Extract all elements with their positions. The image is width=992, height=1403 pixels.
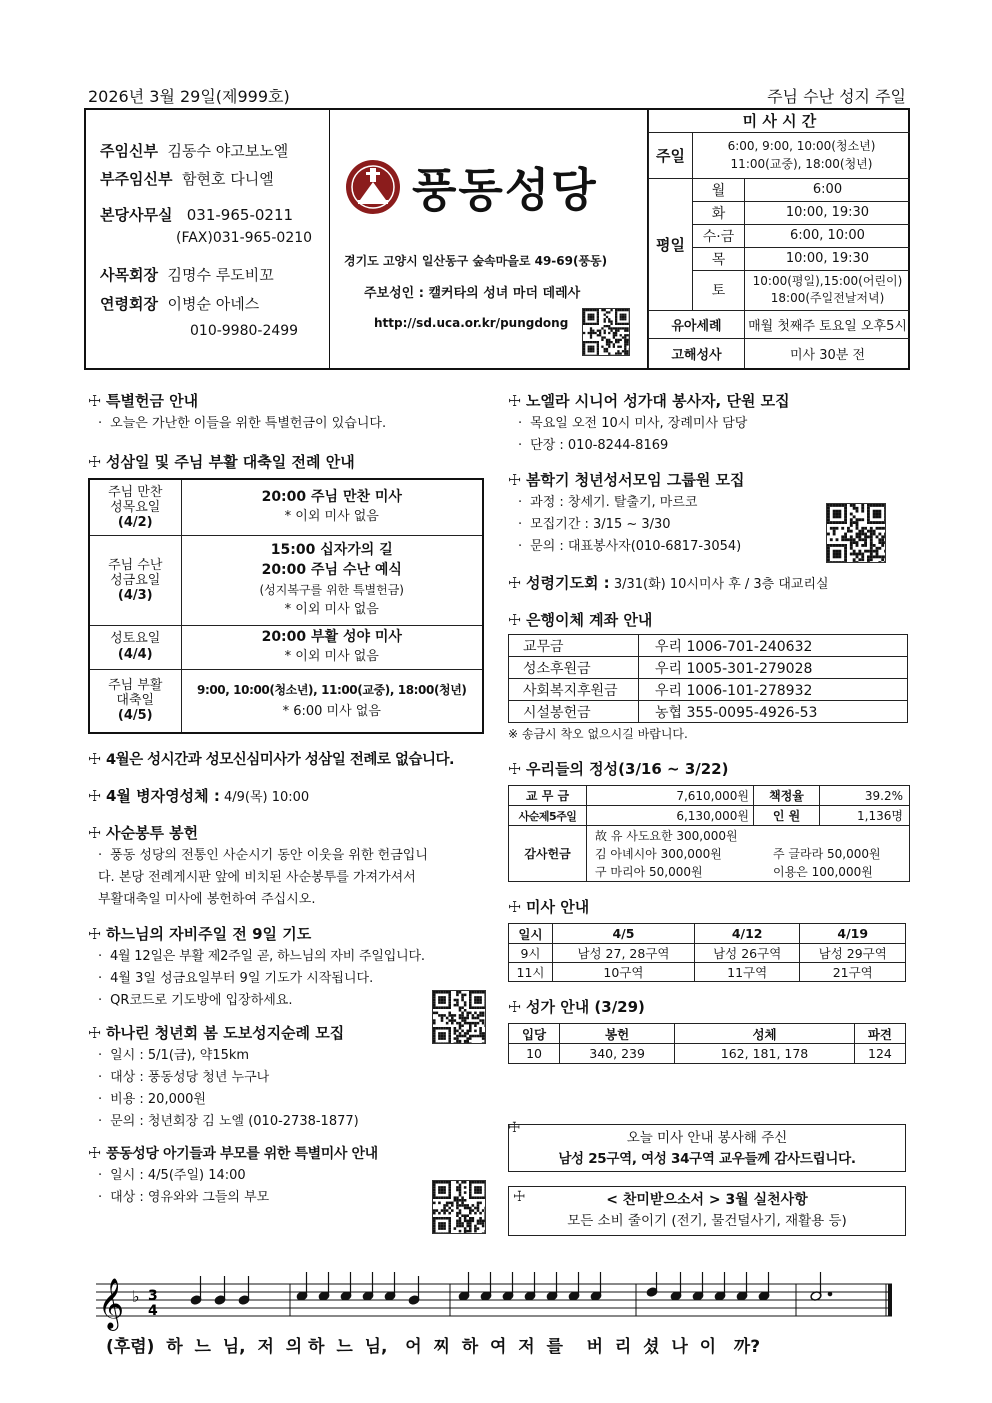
baptism-label: 유아세례 [649,310,745,338]
saturday-day: 토 [693,270,745,310]
thanks-box-line: 오늘 미사 안내 봉사해 주신 [626,1130,788,1146]
cross-icon: ☩ [508,760,522,778]
bank-name: 교무금 [509,635,639,657]
triduum-day: 주님 부활 대축일 (4/5) [89,669,181,733]
offering-value: 39.2% [820,786,910,806]
parish-name: 풍동성당 [412,163,598,217]
offering-amount: 7,610,000원 [587,786,754,806]
list-item: · 문의 : 대표봉사자(010-6817-3054) [508,536,910,558]
list-item: · 대상 : 풍동성당 청년 누구나 [88,1067,488,1089]
elder-role: 연령회장 [100,295,158,313]
thanks-box-line: 남성 25구역, 여성 34구역 교우들께 감사드립니다. [558,1151,856,1167]
hymn-cell: 340, 239 [560,1044,675,1064]
thanks-entry: 김 아녜시아 300,000원 [595,846,722,861]
guide-cell: 9시 [509,944,553,963]
cross-icon: ☩ [88,824,102,842]
weekday-day: 월 [693,178,745,201]
mass-times-title: 미 사 시 간 [649,110,911,132]
list-item: · 일시 : 5/1(금), 약15km [88,1045,488,1067]
bank-name: 시설봉헌금 [509,701,639,723]
bank-account: 우리 1006-701-240632 [639,635,908,657]
list-item: · 풍동 성당의 전통인 사순시기 동안 이웃을 위한 헌금입니 [88,845,488,867]
confession-time: 미사 30분 전 [745,338,911,368]
bank-table [508,634,908,723]
bank-name: 사회복지후원금 [509,679,639,701]
list-item: · 4월 3일 성금요일부터 9일 기도가 시작됩니다. [88,968,488,990]
guide-cell: 10구역 [553,963,695,982]
cross-icon: ☩ [88,1024,102,1042]
hymn-cell: 162, 181, 178 [675,1044,855,1064]
bank-note: ※ 송금시 착오 없으시길 바랍니다. [508,727,688,741]
bank-name: 성소후원금 [509,657,639,679]
triduum-mass: 15:00 십자가의 길 20:00 주님 수난 예식 (성지복구를 위한 특별헌금) * 이외 미사 없음 [181,535,483,625]
office-label: 본당사무실 [100,206,173,224]
practice-title: < 찬미받으소서 > 3월 실천사항 [606,1192,808,1208]
list-item: · 과정 : 창세기. 탈출기, 마르코 [508,492,910,514]
issue-date: 2026년 3월 29일(제999호) [88,87,290,106]
thanks-box [508,1124,906,1172]
office-fax: (FAX)031-965-0210 [176,230,313,246]
lyrics: (후렴) 하 느 님, 저 의 하 느 님, 어 찌 하 여 저 를 버 리 셨 나 이 까? [106,1337,761,1357]
hymn-cell: 124 [854,1044,905,1064]
weekday-day: 화 [693,201,745,224]
section-title: ☩ 특별헌금 안내 [88,392,199,410]
section-title: ☩ 미사 안내 [508,898,590,916]
bank-account: 농협 355-0095-4926-53 [639,701,908,723]
triduum-day: 주님 만찬 성목요일 (4/2) [89,479,181,535]
triduum-mass: 20:00 주님 만찬 미사 * 이외 미사 없음 [181,479,483,535]
hymn-head: 파견 [854,1024,905,1044]
weekday-time: 10:00, 19:30 [745,247,911,270]
thanks-entry: 구 마리아 50,000원 [595,864,703,879]
right-column [508,390,910,1064]
triduum-mass: 20:00 부활 성야 미사 * 이외 미사 없음 [181,625,483,669]
offering-table [508,785,910,882]
section-title: ☩ 성가 안내 (3/29) [508,998,645,1016]
guide-cell: 남성 29구역 [800,944,906,963]
section-title: ☩ 사순봉투 봉헌 [88,824,199,842]
triduum-day: 성토요일 (4/4) [89,625,181,669]
cross-icon: ☩ [508,574,522,592]
list-item: · 4월 12일은 부활 제2주일 곧, 하느님의 자비 주일입니다. [88,946,488,968]
parish-patron: 주보성인 : 캘커타의 성녀 마더 데레사 [364,286,581,301]
sunday-times-1: 6:00, 9:00, 10:00(청소년) [727,139,876,153]
list-item: · 오늘은 가난한 이들을 위한 특별헌금이 있습니다. [88,413,488,435]
offering-key: 인 원 [754,806,820,826]
offering-label: 교 무 금 [509,786,587,806]
cross-icon: ☩ [88,453,102,471]
section-title: ☩ 성삼일 및 주님 부활 대축일 전례 안내 [88,453,355,471]
guide-head: 4/5 [553,924,695,944]
list-item: · 모집기간 : 3/15 ~ 3/30 [508,514,910,536]
flat-icon: ♭ [132,1287,140,1306]
sunday-times-2: 11:00(교중), 18:00(청년) [730,157,873,171]
weekday-time: 6:00, 10:00 [745,224,911,247]
thanks-entry: 이용은 100,000원 [773,864,873,879]
cross-icon: ☩ [88,750,101,768]
parish-logo-icon [344,158,402,216]
parish-qr-code[interactable] [582,308,630,356]
list-item: · 문의 : 청년회장 김 노엘 (010-2738-1877) [88,1111,488,1133]
offering-label: 사순제5주일 [509,806,587,826]
triduum-day: 주님 수난 성금요일 (4/3) [89,535,181,625]
list-item-cont: 부활대축일 미사에 봉헌하여 주십시오. [98,892,316,907]
section-title: ☩ 4월 병자영성체 : 4/9(목) 10:00 [88,787,310,805]
novena-qr-code[interactable] [432,990,486,1044]
practice-text: 모든 소비 줄이기 (전기, 물건덜사기, 재활용 등) [567,1213,847,1229]
offering-key: 책정율 [754,786,820,806]
list-item: · 단장 : 010-8244-8169 [508,435,910,457]
offering-amount: 6,130,000원 [587,806,754,826]
pastoral-role: 사목회장 [100,266,158,284]
assistant-name: 함현호 다니엘 [182,170,274,188]
offering-value: 1,136명 [820,806,910,826]
guide-head: 일시 [509,924,553,944]
list-item: · 대상 : 영유와와 그들의 부모 [88,1187,488,1209]
guide-cell: 남성 26구역 [694,944,800,963]
saturday-times-2: 18:00(주일전날저녁) [770,291,885,305]
section-title: ☩ 봄학기 청년성서모임 그룹원 모집 [508,471,745,489]
guide-cell: 21구역 [800,963,906,982]
baby-mass-qr-code[interactable] [432,1180,486,1234]
time-sig-top: 3 [148,1288,158,1304]
baptism-time: 매월 첫째주 토요일 오후5시 [745,310,911,338]
guide-head: 4/12 [694,924,800,944]
cross-icon: ☩ [508,998,522,1016]
sunday-name: 주님 수난 성지 주일 [767,87,906,106]
section-title: ☩ 은행이체 계좌 안내 [508,611,653,629]
cross-icon: ☩ [513,1189,526,1205]
section-title: ☩ 하느님의 자비주일 전 9일 기도 [88,925,312,943]
weekday-time: 6:00 [745,178,911,201]
elder-name: 이병순 아네스 [167,295,260,313]
hymn-head: 입당 [509,1024,560,1044]
weekday-day: 수·금 [693,224,745,247]
pastor-name: 김동수 야고보노엘 [167,142,289,160]
section-title: ☩ 풍동성당 아기들과 부모를 위한 특별미사 안내 [88,1144,378,1162]
hymn-cell: 10 [509,1044,560,1064]
confession-label: 고해성사 [649,338,745,368]
mass-guide-table [508,923,906,982]
parish-url: http://sd.uca.or.kr/pungdong [374,316,569,330]
guide-cell: 11시 [509,963,553,982]
list-item: · 비용 : 20,000원 [88,1089,488,1111]
thanks-line: 故 유 사도요한 300,000원 [595,828,738,843]
section-title: ☩ 4월은 성시간과 성모신심미사가 성삼일 전례로 없습니다. [88,750,454,768]
thanks-label: 감사헌금 [509,826,587,882]
assistant-role: 부주임신부 [100,170,173,188]
parish-panel [330,110,648,368]
music-dot [828,1292,832,1296]
practice-box [508,1186,906,1236]
section-title: ☩ 노엘라 시니어 성가대 봉사자, 단원 모집 [508,392,790,410]
hymn-head: 성체 [675,1024,855,1044]
thanks-entry: 주 글라라 50,000원 [773,846,881,861]
cross-icon: ☩ [508,898,522,916]
time-sig-bottom: 4 [148,1303,158,1319]
bank-account: 우리 1006-101-278932 [639,679,908,701]
parish-address: 경기도 고양시 일산동구 숲속마을로 49-69(풍동) [344,254,608,268]
cross-icon: ☩ [88,392,102,410]
cross-icon: ☩ [508,611,522,629]
list-item: · 일시 : 4/5(주일) 14:00 [88,1165,488,1187]
left-column [88,390,488,1209]
weekday-label: 평일 [649,178,693,310]
weekday-time: 10:00, 19:30 [745,201,911,224]
guide-head: 4/19 [800,924,906,944]
bank-account: 우리 1005-301-279028 [639,657,908,679]
pastor-role: 주임신부 [100,142,158,160]
cross-icon: ☩ [88,925,102,943]
mass-times-table [648,110,910,368]
list-item: · 목요일 오전 10시 미사, 장례미사 담당 [508,413,910,435]
treble-clef-icon: 𝄞 [98,1278,125,1329]
cross-icon: ☩ [508,471,522,489]
masthead [84,108,910,370]
guide-cell: 남성 27, 28구역 [553,944,695,963]
list-item-cont: 다. 본당 전례게시판 앞에 비치된 사순봉투를 가져가셔서 [98,870,416,885]
hymn-table [508,1023,906,1064]
cross-icon: ☩ [88,787,102,805]
triduum-table [88,478,484,734]
cross-icon: ☩ [88,1144,102,1162]
sunday-label: 주일 [649,132,693,178]
weekday-day: 목 [693,247,745,270]
elder-tel: 010-9980-2499 [190,323,299,339]
section-title: ☩ 성령기도회 : 3/31(화) 10시미사 후 / 3층 대교리실 [508,574,829,592]
list-item: · QR코드로 기도방에 입장하세요. [88,990,488,1012]
office-tel: 031-965-0211 [186,206,294,224]
triduum-mass: 9:00, 10:00(청소년), 11:00(교중), 18:00(청년) * 6:00 미사 없음 [181,669,483,733]
music-staff [96,1272,896,1332]
pastoral-name: 김명수 루도비꼬 [167,266,274,284]
hymn-head: 봉헌 [560,1024,675,1044]
staff-panel [86,110,330,368]
section-title: ☩ 우리들의 정성(3/16 ~ 3/22) [508,760,729,778]
saturday-times-1: 10:00(평일),15:00(어린이) [752,274,903,288]
cross-icon: ☩ [508,1120,521,1136]
guide-cell: 11구역 [694,963,800,982]
bible-study-qr-code[interactable] [826,503,886,563]
section-title: ☩ 하나린 청년회 봄 도보성지순례 모집 [88,1024,345,1042]
cross-icon: ☩ [508,392,522,410]
